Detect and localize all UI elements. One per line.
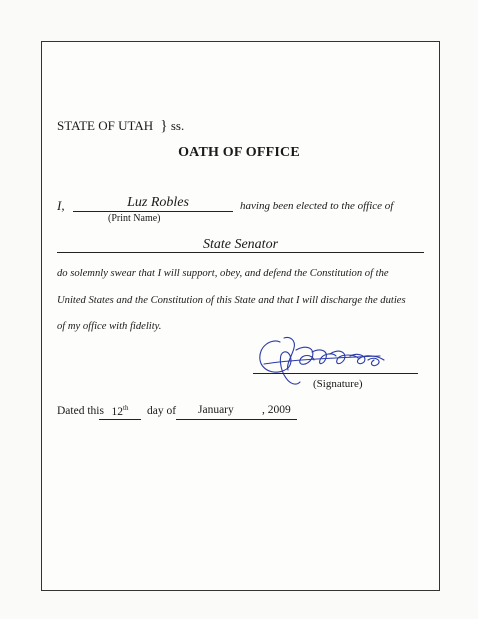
day-field (99, 404, 141, 418)
office-field: State Senator (202, 237, 279, 252)
oath-line-1: do solemnly swear that I will support, obey, and defend the Constitution of the (57, 268, 389, 279)
signature-label: (Signature) (313, 378, 363, 390)
venue-brace: } (160, 118, 168, 134)
pronoun-label: I, (57, 198, 65, 213)
print-name-label: (Print Name) (108, 213, 161, 224)
day-of-text: day of (147, 405, 177, 417)
oath-line-3: of my office with fidelity. (57, 321, 162, 332)
venue-suffix: ss. (170, 118, 185, 133)
day-number: 12 (111, 405, 124, 418)
month-field: January (198, 404, 234, 416)
venue-line (57, 118, 184, 135)
signature-line (253, 373, 418, 374)
oath-line-2: United States and the Constitution of this State and that I will discharge the duties (57, 295, 406, 306)
name-field: Luz Robles (127, 195, 189, 210)
year-field: , 2009 (262, 404, 291, 416)
venue-state: STATE OF UTAH (57, 118, 154, 133)
day-suffix: th (123, 404, 129, 412)
page-title: OATH OF OFFICE (178, 145, 300, 160)
dated-prefix: Dated this (57, 405, 104, 417)
elected-text: having been elected to the office of (240, 200, 394, 212)
